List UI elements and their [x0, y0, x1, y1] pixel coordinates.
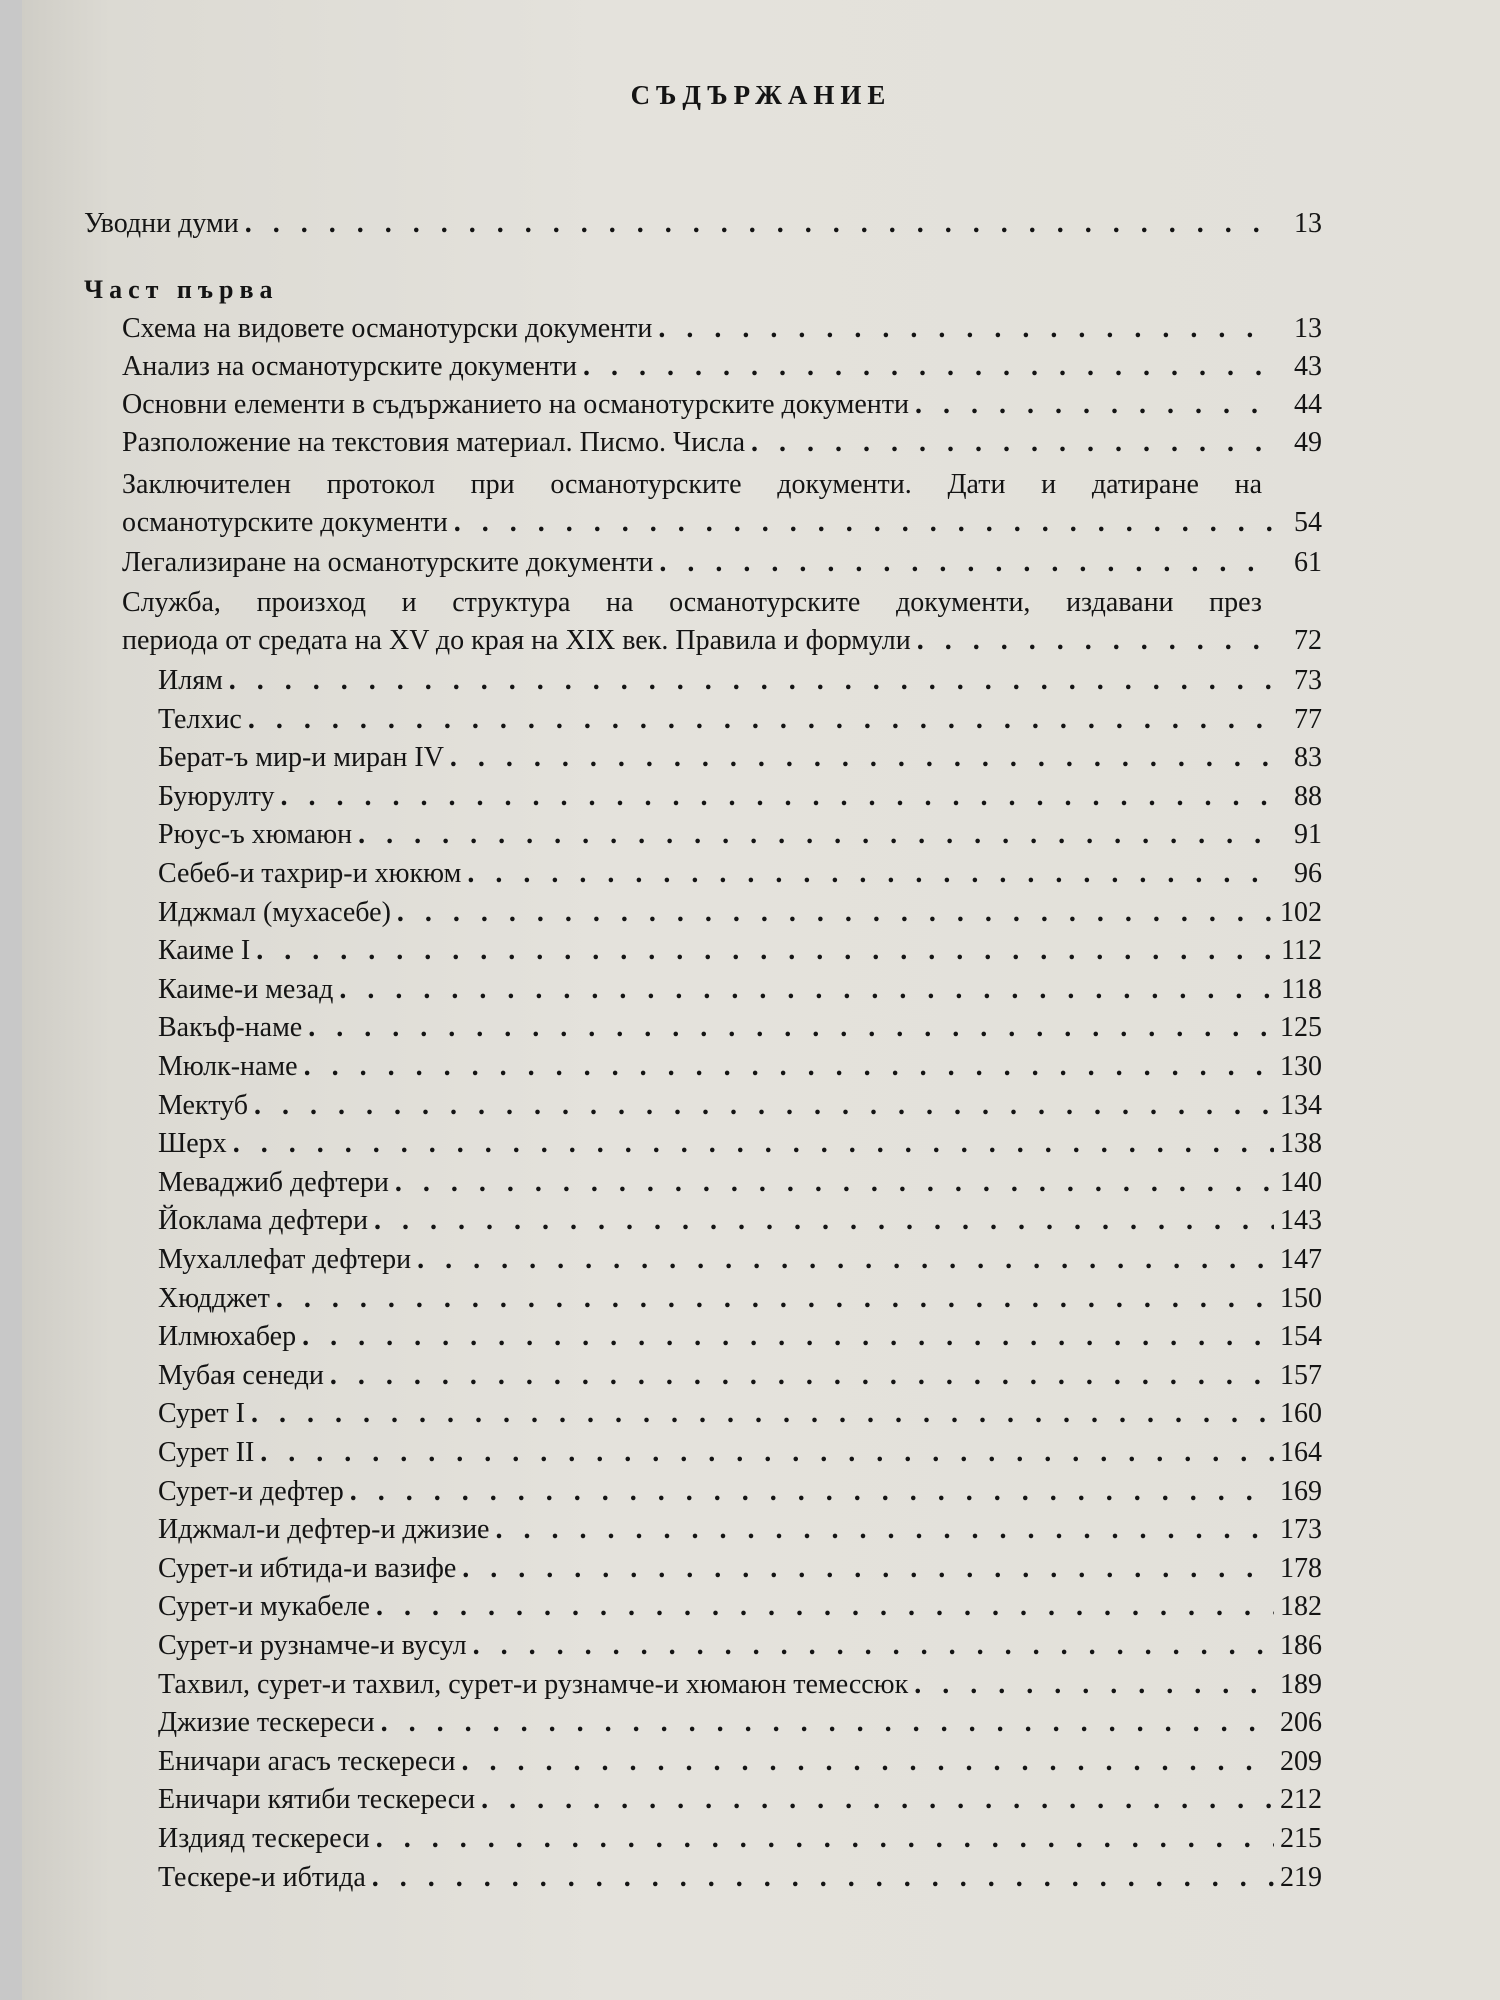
toc-entry-label: Вакъф-наме [158, 1012, 303, 1044]
toc-entry-page: 72 [1294, 625, 1322, 656]
toc-entry-label: Сурет II [158, 1437, 255, 1468]
toc-entry-label: Основни елементи в съдържанието на османотурските документи [122, 389, 909, 420]
toc-entry-document [158, 1009, 1322, 1047]
toc-entry-document [158, 662, 1322, 700]
toc-entry-page: 102 [1280, 896, 1322, 928]
toc-entry-label: Илям [158, 665, 223, 696]
dot-leader [358, 816, 1274, 854]
toc-entry-page: 206 [1280, 1707, 1322, 1739]
toc-entry-page: 118 [1281, 973, 1322, 1005]
toc-entry-document [158, 1241, 1322, 1279]
toc-entry-line: Заключителен протокол при османотурските документи. Дати и датиране на [122, 469, 1262, 500]
dot-leader [254, 1087, 1274, 1125]
toc-entry-page: 154 [1280, 1321, 1322, 1353]
toc-entry-label: Берат-ъ мир-и миран IV [158, 742, 444, 774]
toc-entry-page: 134 [1280, 1089, 1322, 1121]
toc-entry-document [158, 1125, 1322, 1163]
toc-entry-page: 83 [1294, 742, 1322, 774]
toc-entry-label: Схема на видовете османотурски документи [122, 313, 653, 344]
toc-entry-page: 182 [1280, 1591, 1322, 1623]
dot-leader [245, 205, 1274, 243]
toc-entry [122, 424, 1322, 462]
toc-entry-document [158, 1164, 1322, 1202]
toc-entry-page: 88 [1294, 780, 1322, 812]
toc-entry-label: османотурските документи [122, 507, 448, 538]
dot-leader [467, 855, 1274, 893]
toc-entry-intro [84, 205, 1322, 243]
toc-entry-document [158, 1743, 1322, 1781]
toc-entry-label: Мектуб [158, 1089, 248, 1121]
toc-entry-label: Илмюхабер [158, 1321, 297, 1353]
toc-entry-label: Тахвил, сурет-и тахвил, сурет-и рузнамче-и хюмаюн темессюк [158, 1668, 909, 1700]
toc-entry-page: 44 [1294, 389, 1322, 420]
toc-entry [122, 386, 1322, 424]
toc-entry-label: Сурет I [158, 1398, 245, 1430]
toc-entry-label: Разположение на текстовия материал. Писмо. Числа [122, 427, 745, 458]
toc-entry-label: Каиме I [158, 935, 251, 967]
toc-entry-page: 209 [1280, 1745, 1322, 1777]
toc-entry-label: Йоклама дефтери [158, 1205, 368, 1237]
toc-entry [122, 504, 1322, 542]
toc-entry [122, 622, 1322, 660]
toc-entry-label: Сурет-и ибтида-и вазифе [158, 1552, 457, 1584]
dot-leader [495, 1511, 1274, 1549]
page-title: СЪДЪРЖАНИЕ [630, 80, 892, 110]
dot-leader [260, 1434, 1274, 1472]
toc-entry-document [158, 1318, 1322, 1356]
toc-entry-page: 164 [1280, 1437, 1322, 1468]
toc-entry-document [158, 932, 1322, 970]
toc-entry-document [158, 894, 1322, 932]
toc-entry-page: 150 [1280, 1282, 1322, 1314]
toc-entry-label: Рюус-ъ хюмаюн [158, 819, 353, 851]
toc-entry-document [158, 1511, 1322, 1549]
toc-entry-page: 73 [1294, 665, 1322, 696]
toc-entry-document [158, 1666, 1322, 1704]
toc-entry-page: 212 [1280, 1784, 1322, 1816]
dot-leader [658, 310, 1274, 348]
toc-entry-document [158, 1280, 1322, 1318]
dot-leader [915, 386, 1274, 424]
toc-entry [122, 310, 1322, 348]
dot-leader [339, 971, 1274, 1009]
toc-entry-label: Меваджиб дефтери [158, 1166, 389, 1198]
toc-entry-line: Служба, произход и структура на османотурските документи, издавани през [122, 587, 1262, 618]
dot-leader [454, 504, 1274, 542]
toc-entry-page: 61 [1294, 547, 1322, 578]
toc-entry-label: Уводни думи [84, 208, 239, 239]
dot-leader [914, 1666, 1274, 1704]
dot-leader [659, 544, 1274, 582]
dot-leader [374, 1202, 1274, 1240]
toc-entry-document [158, 1820, 1322, 1858]
toc-entry-label: Мухаллефат дефтери [158, 1244, 412, 1275]
toc-entry-document [158, 816, 1322, 854]
dot-leader [417, 1241, 1274, 1279]
toc-entry-label: Сурет-и рузнамче-и вусул [158, 1630, 467, 1661]
toc-entry-page: 219 [1280, 1861, 1322, 1893]
toc-entry-page: 130 [1280, 1051, 1322, 1082]
toc-entry-document [158, 1588, 1322, 1626]
dot-leader [251, 1395, 1274, 1433]
dot-leader [473, 1627, 1274, 1665]
toc-entry-page: 112 [1281, 935, 1322, 967]
toc-entry-document [158, 1202, 1322, 1240]
toc-entry-page: 91 [1294, 819, 1322, 851]
dot-leader [281, 778, 1274, 816]
toc-entry-document [158, 701, 1322, 739]
toc-entry-document [158, 1704, 1322, 1742]
toc-entry-document [158, 855, 1322, 893]
toc-entry-document [158, 971, 1322, 1009]
dot-leader [376, 1588, 1274, 1626]
toc-entry [122, 348, 1322, 386]
toc-entry-document [158, 1357, 1322, 1395]
toc-entry-label: Издияд тескереси [158, 1823, 370, 1854]
dot-leader [304, 1048, 1274, 1086]
dot-leader [395, 1164, 1274, 1202]
dot-leader [330, 1357, 1274, 1395]
toc-entry-page: 147 [1280, 1244, 1322, 1275]
dot-leader [751, 424, 1274, 462]
toc-entry-document [158, 1048, 1322, 1086]
toc-entry-label: Сурет-и дефтер [158, 1475, 344, 1507]
toc-entry-label: Мубая сенеди [158, 1359, 324, 1391]
dot-leader [376, 1820, 1274, 1858]
dot-leader [583, 348, 1274, 386]
dot-leader [481, 1781, 1274, 1819]
toc-entry-page: 140 [1280, 1166, 1322, 1198]
toc-entry-page: 96 [1294, 858, 1322, 889]
toc-entry-label: Мюлк-наме [158, 1051, 298, 1082]
toc-entry-document [158, 739, 1322, 777]
toc-entry-label: Шерх [158, 1128, 227, 1160]
toc-entry-label: Анализ на османотурските документи [122, 351, 577, 382]
toc-entry-document [158, 1627, 1322, 1665]
toc-entry-label: Телхис [158, 703, 242, 735]
toc-entry [122, 544, 1322, 582]
toc-entry-page: 186 [1280, 1630, 1322, 1661]
toc-entry-page: 138 [1280, 1128, 1322, 1160]
toc-entry-page: 160 [1280, 1398, 1322, 1430]
toc-entry-label: Тескере-и ибтида [158, 1861, 366, 1893]
toc-entry-document [158, 778, 1322, 816]
dot-leader [256, 932, 1274, 970]
dot-leader [248, 701, 1274, 739]
toc-entry-label: периода от средата на XV до края на XIX век. Правила и формули [122, 625, 911, 656]
toc-entry-page: 13 [1294, 313, 1322, 344]
toc-entry-label: Еничари кятиби тескереси [158, 1784, 476, 1816]
toc-entry-label: Легализиране на османотурските документи [122, 547, 654, 578]
dot-leader [462, 1550, 1274, 1588]
toc-entry-page: 169 [1280, 1475, 1322, 1507]
toc-entry-page: 189 [1280, 1668, 1322, 1700]
toc-entry-page: 43 [1294, 351, 1322, 382]
toc-entry-label: Сурет-и мукабеле [158, 1591, 370, 1623]
toc-entry-document [158, 1550, 1322, 1588]
toc-entry-page: 178 [1280, 1552, 1322, 1584]
dot-leader [450, 739, 1274, 777]
toc-entry-document [158, 1087, 1322, 1125]
dot-leader [308, 1009, 1274, 1047]
dot-leader [350, 1473, 1274, 1511]
toc-entry-label: Иджмал-и дефтер-и джизие [158, 1514, 490, 1546]
toc-entry-page: 54 [1294, 507, 1322, 538]
dot-leader [397, 894, 1274, 932]
toc-entry-document [158, 1473, 1322, 1511]
book-page [22, 0, 1500, 2000]
toc-entry-label: Хюдджет [158, 1282, 270, 1314]
dot-leader [372, 1859, 1274, 1897]
toc-entry-page: 13 [1294, 208, 1322, 239]
part-heading: Част първа [84, 275, 279, 304]
toc-entry-document [158, 1434, 1322, 1472]
toc-entry-label: Каиме-и мезад [158, 973, 334, 1005]
toc-entry-page: 143 [1280, 1205, 1322, 1237]
dot-leader [276, 1280, 1274, 1318]
dot-leader [302, 1318, 1274, 1356]
toc-entry-label: Джизие тескереси [158, 1707, 375, 1739]
toc-entry-page: 77 [1294, 703, 1322, 735]
dot-leader [461, 1743, 1274, 1781]
toc-entry-page: 125 [1280, 1012, 1322, 1044]
toc-entry-page: 215 [1280, 1823, 1322, 1854]
dot-leader [229, 662, 1274, 700]
dot-leader [917, 622, 1274, 660]
toc-entry-label: Еничари агасъ тескереси [158, 1745, 456, 1777]
toc-entry-document [158, 1859, 1322, 1897]
toc-entry-label: Буюрулту [158, 780, 275, 812]
toc-entry-document [158, 1395, 1322, 1433]
toc-entry-label: Себеб-и тахрир-и хюкюм [158, 858, 462, 889]
toc-entry-document [158, 1781, 1322, 1819]
toc-entry-label: Иджмал (мухасебе) [158, 896, 391, 928]
dot-leader [381, 1704, 1274, 1742]
toc-entry-page: 157 [1280, 1359, 1322, 1391]
dot-leader [233, 1125, 1274, 1163]
toc-entry-page: 49 [1294, 427, 1322, 458]
toc-entry-page: 173 [1280, 1514, 1322, 1546]
